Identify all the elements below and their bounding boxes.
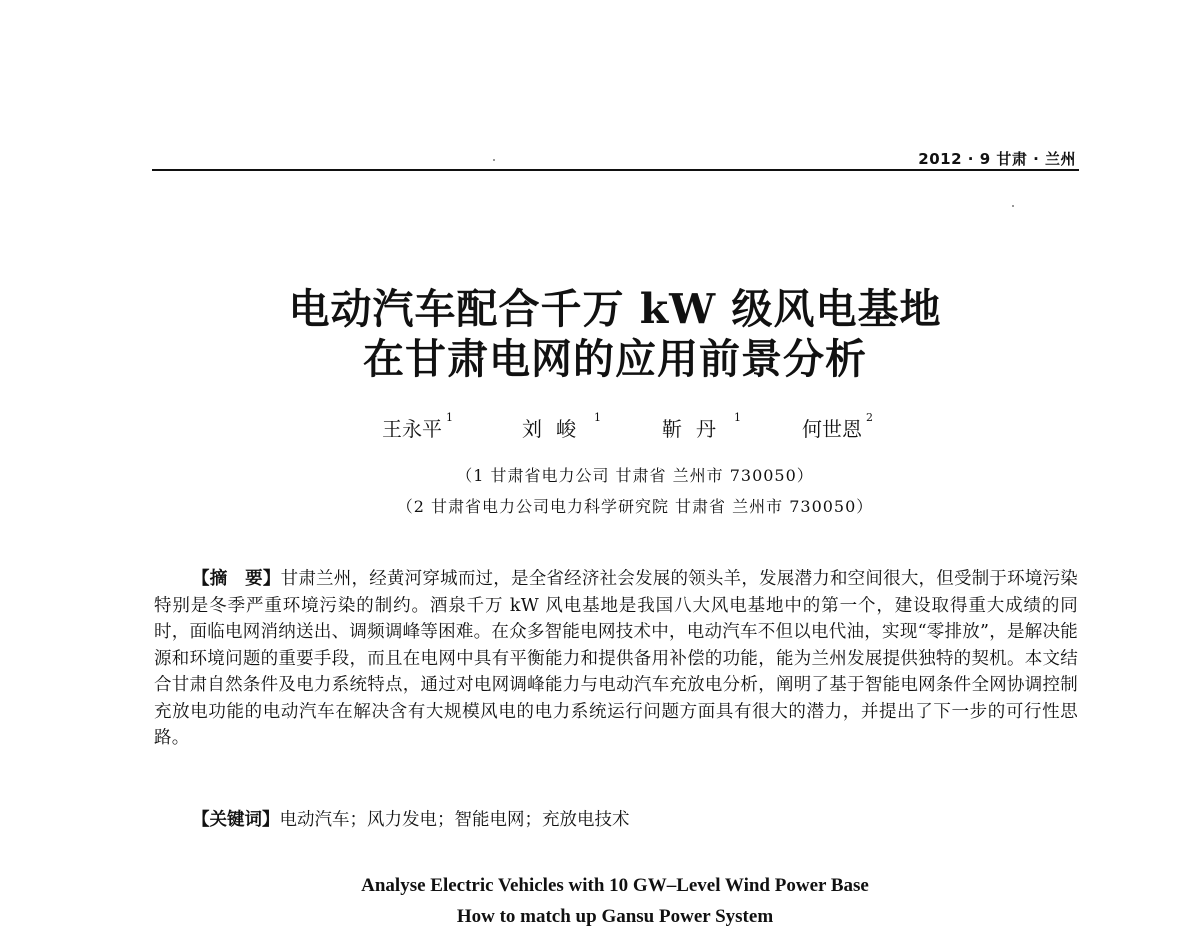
author-name: 王永平 [382,417,442,441]
scan-speck [493,159,495,161]
author [662,413,755,442]
abstract-text: 甘肃兰州，经黄河穿城而过，是全省经济社会发展的领头羊，发展潜力和空间很大，但受制于环境污染特别是冬季严重环境污染的制约。酒泉千万 kW 风电基地是我国八大风电基地中的第一个，建设取得重大成绩的同时，面临电网消纳送出、调频调峰等困难。在众多智能电网技术中，电动汽车不但以电代油，实现“零排放”，是解决能源和环境问题的重要手段，而且在电网中具有平衡能力和提供备用补偿的功能，能为兰州发展提供独特的契机。本文结合甘肃自然条件及电力系统特点，通过对电网调峰能力与电动汽车充放电分析，阐明了基于智能电网条件全网协调控制充放电功能的电动汽车在解决含有大规模风电的电力系统运行问题方面具有很大的潜力，并提出了下一步的可行性思路。 [154,569,1079,748]
abstract [154,566,1078,752]
author-affiliation-mark: 2 [866,411,873,424]
english-title-line-1: Analyse Electric Vehicles with 10 GW–Level Wind Power Base [361,875,869,896]
header-rule [152,169,1079,171]
author-name: 靳丹 [662,417,730,441]
paper-title-line-2: 在甘肃电网的应用前景分析 [363,335,867,383]
author-name: 何世恩 [802,417,862,441]
author-list [382,413,902,443]
affiliation-2: （2 甘肃省电力公司电力科学研究院 甘肃省 兰州市 730050） [396,497,874,516]
author [522,413,615,442]
author-affiliation-mark: 1 [734,411,755,424]
keywords-label: 【关键词】 [192,810,280,830]
journal-issue-header: 2012 · 9 甘肃 · 兰州 [918,150,1076,168]
english-title-line-2: How to match up Gansu Power System [456,906,774,927]
author-affiliation-mark: 1 [446,411,453,424]
scan-speck [1012,205,1014,207]
abstract-label: 【摘 要】 [192,569,281,589]
affiliation-1: （1 甘肃省电力公司 甘肃省 兰州市 730050） [456,466,814,485]
keywords [192,806,630,831]
paper-title-line-1: 电动汽车配合千万 kW 级风电基地 [288,285,942,333]
author-name: 刘峻 [522,417,590,441]
author [802,413,873,442]
author [382,413,453,442]
keywords-text: 电动汽车；风力发电；智能电网；充放电技术 [279,810,630,830]
author-affiliation-mark: 1 [594,411,615,424]
